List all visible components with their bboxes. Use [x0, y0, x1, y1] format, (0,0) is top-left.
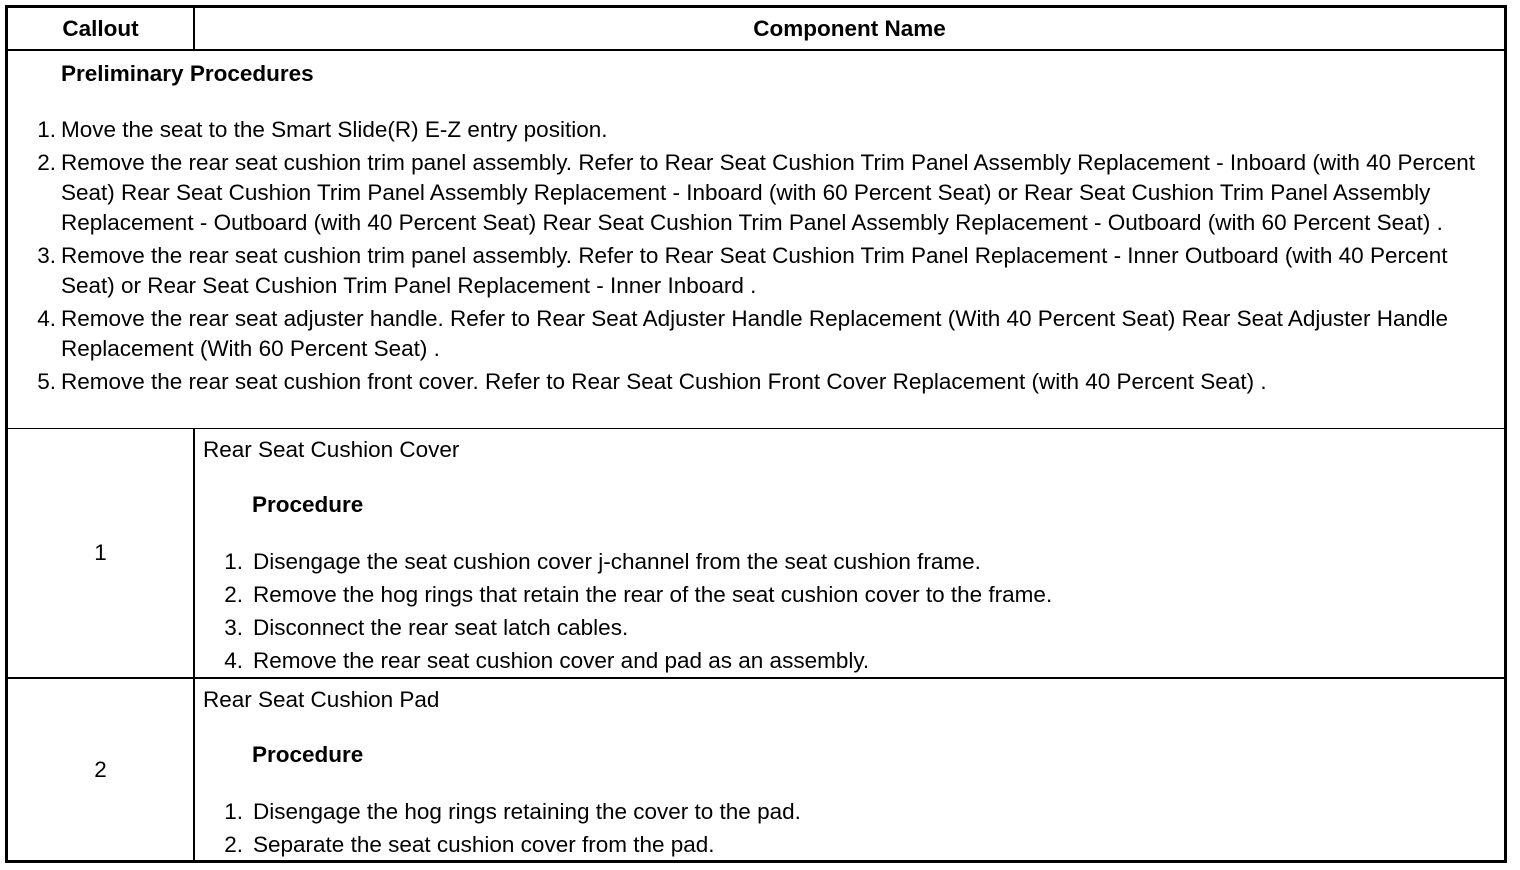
step-number: 1. [224, 799, 243, 824]
step-number: 1. [37, 117, 56, 142]
preliminary-procedures-title: Preliminary Procedures [61, 61, 314, 86]
step-text: Separate the seat cushion cover from the pad. [253, 832, 715, 857]
step-text: Remove the rear seat cushion front cover. Refer to Rear Seat Cushion Front Cover Replacement (with 40 Percent Seat) . [61, 369, 1267, 394]
step-number: 4. [37, 306, 56, 331]
step-number: 1. [224, 549, 243, 574]
list-item [213, 797, 1493, 827]
preliminary-procedures-row [8, 51, 1504, 429]
step-text: Disengage the seat cushion cover j-channel from the seat cushion frame. [253, 549, 981, 574]
procedure-heading: Procedure [252, 742, 364, 767]
preliminary-steps-list [26, 115, 1496, 400]
list-item [26, 148, 1496, 238]
list-item [213, 547, 1493, 577]
list-item [213, 646, 1493, 676]
callout-cell: 1 [8, 429, 195, 677]
callout-column-header: Callout [8, 8, 195, 49]
step-number: 5. [37, 369, 56, 394]
list-item [26, 304, 1496, 364]
step-number: 2. [37, 150, 56, 175]
step-text: Remove the hog rings that retain the rear of the seat cushion cover to the frame. [253, 582, 1053, 607]
step-text: Remove the rear seat cushion cover and pad as an assembly. [253, 648, 870, 673]
callout-cell: 2 [8, 679, 195, 860]
table-header-row [8, 8, 1504, 51]
component-name-column-header: Component Name [753, 15, 946, 41]
procedure-steps-list [213, 547, 1493, 679]
procedure-table [5, 5, 1507, 863]
procedure-steps-list [213, 797, 1493, 863]
step-text: Disengage the hog rings retaining the cover to the pad. [253, 799, 801, 824]
list-item [213, 613, 1493, 643]
procedure-heading: Procedure [252, 492, 364, 517]
step-number: 3. [224, 615, 243, 640]
component-name: Rear Seat Cushion Cover [203, 437, 460, 462]
list-item [26, 241, 1496, 301]
list-item [26, 367, 1496, 397]
list-item [26, 115, 1496, 145]
table-row [8, 679, 1504, 860]
step-text: Disconnect the rear seat latch cables. [253, 615, 629, 640]
step-number: 2. [224, 832, 243, 857]
step-text: Remove the rear seat cushion trim panel assembly. Refer to Rear Seat Cushion Trim Panel Assembly Replacement - Inboard (with 40 Percent Seat) Rear Seat Cushion Trim Panel Assembly Replacement - Inboard (with 60 Percent Seat) or Rear Seat Cushion Trim Panel Assembly Replacement - Outboard (with 40 Percent Seat) Rear Seat Cushion Trim Panel Assembly Replacement - Outboard (with 60 Percent Seat) . [61, 150, 1475, 235]
list-item [213, 580, 1493, 610]
step-number: 2. [224, 582, 243, 607]
list-item [213, 830, 1493, 860]
table-row [8, 429, 1504, 679]
step-number: 4. [224, 648, 243, 673]
step-number: 3. [37, 243, 56, 268]
step-text: Move the seat to the Smart Slide(R) E-Z entry position. [61, 117, 608, 142]
component-name: Rear Seat Cushion Pad [203, 687, 440, 712]
step-text: Remove the rear seat cushion trim panel assembly. Refer to Rear Seat Cushion Trim Panel Replacement - Inner Outboard (with 40 Percent Seat) or Rear Seat Cushion Trim Panel Replacement - Inner Inboard . [61, 243, 1448, 298]
step-text: Remove the rear seat adjuster handle. Refer to Rear Seat Adjuster Handle Replacement (With 40 Percent Seat) Rear Seat Adjuster Handle Replacement (With 60 Percent Seat) . [61, 306, 1448, 361]
